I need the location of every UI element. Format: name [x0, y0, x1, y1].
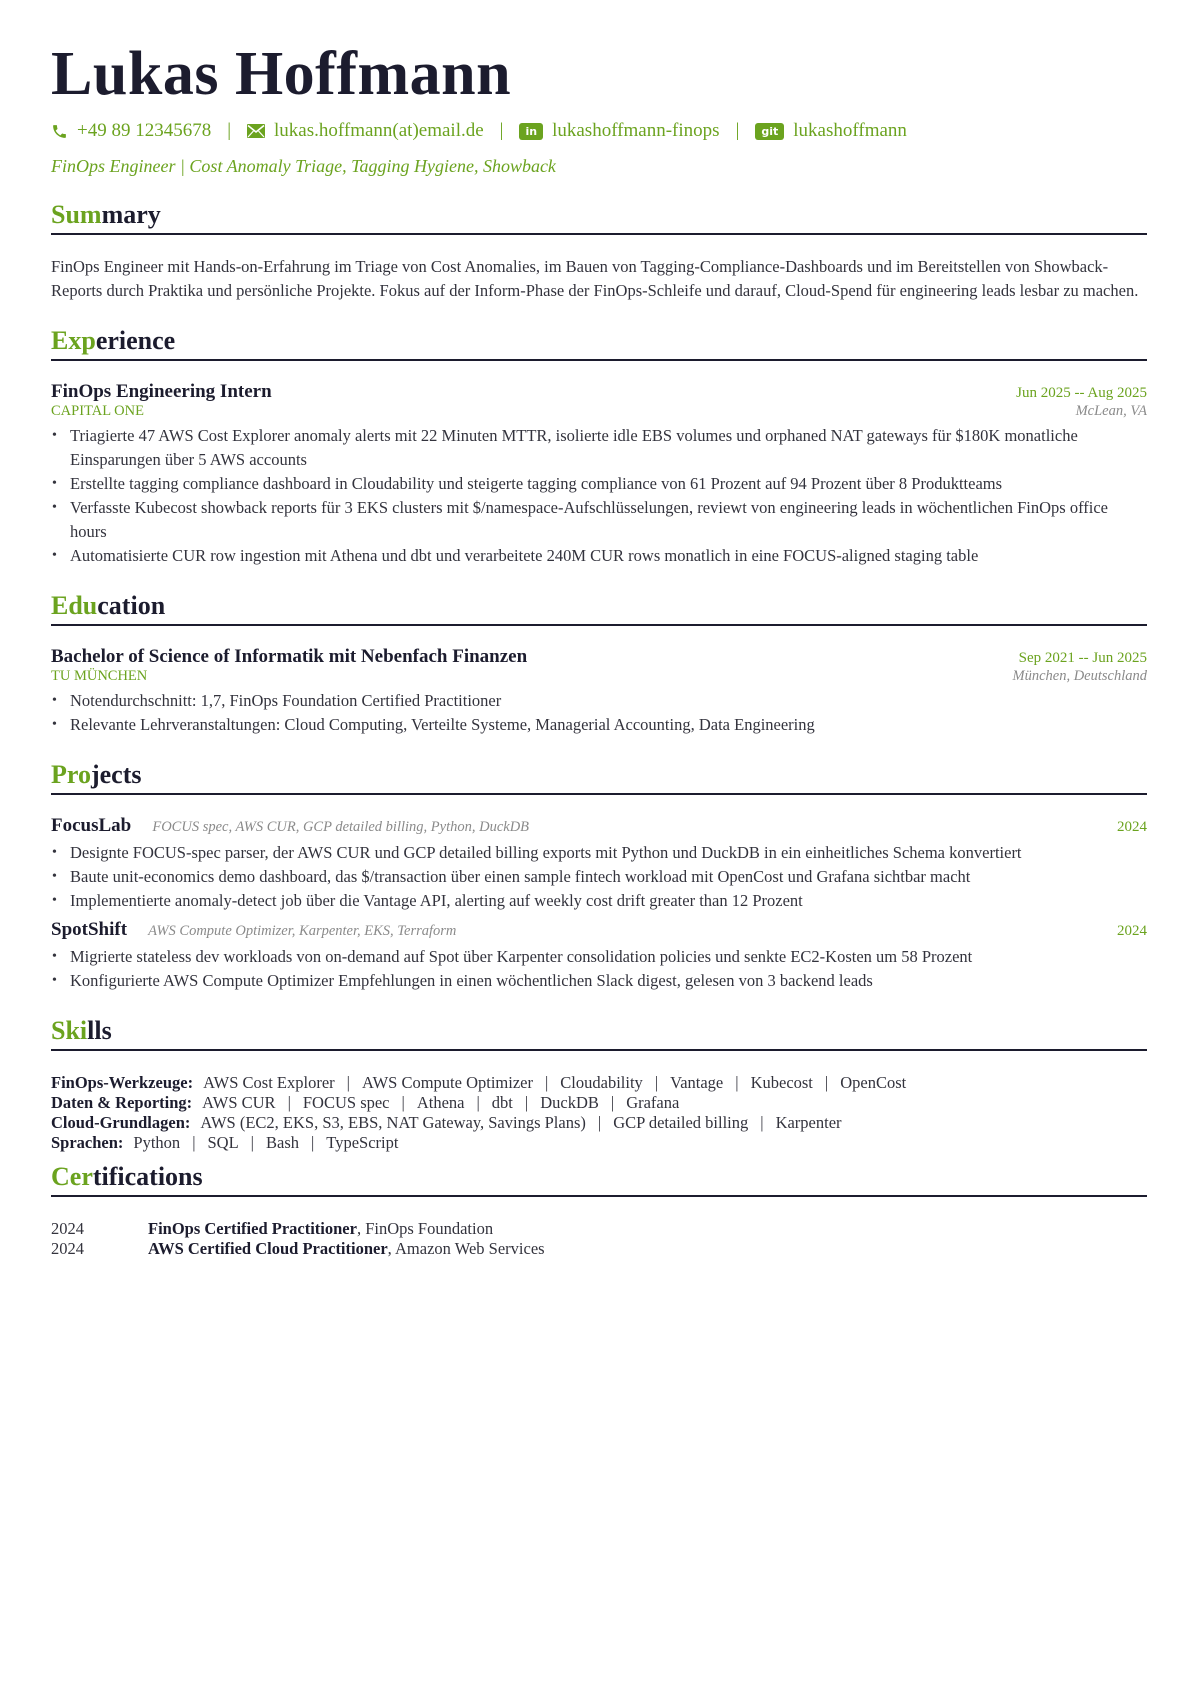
skill-separator: | — [524, 1093, 529, 1112]
list-item: • Verfasste Kubecost showback reports für 3 EKS clusters mit $/namespace-Aufschlüsselungen, reviewt von engineering leads in wöchentlichen FinOps office hours — [51, 496, 1147, 544]
skill-separator: | — [544, 1073, 549, 1092]
certifications-list — [51, 1219, 1147, 1259]
job-location: McLean, VA — [1075, 403, 1147, 419]
github-icon: git — [755, 123, 784, 140]
skill-item: AWS (EC2, EKS, S3, EBS, NAT Gateway, Savings Plans) — [200, 1113, 586, 1132]
skill-separator: | — [287, 1093, 291, 1112]
skill-row — [51, 1133, 1147, 1153]
skill-category: Daten & Reporting: — [51, 1093, 193, 1112]
skill-separator: | — [250, 1133, 254, 1152]
section-title: Projects — [51, 759, 1147, 795]
list-item: • Notendurchschnitt: 1,7, FinOps Foundation Certified Practitioner — [51, 689, 1147, 713]
summary-text: FinOps Engineer mit Hands-on-Erfahrung im Triage von Cost Anomalies, im Bauen von Tagging-Compliance-Dashboards und im Bereitstellen von Showback-Reports durch Praktika und persönliche Projekte. Fokus auf der Inform-Phase der FinOps-Schleife und darauf, Cloud-Spend für engineering leads lesbar zu machen. — [51, 257, 1139, 300]
cert-name: FinOps Certified Practitioner — [148, 1219, 357, 1238]
education-section — [51, 590, 1147, 737]
project-bullets — [51, 841, 1147, 913]
skill-separator: | — [476, 1093, 480, 1112]
skill-separator: | — [401, 1093, 405, 1112]
phone-text: +49 89 12345678 — [77, 120, 212, 141]
school-location: München, Deutschland — [1012, 668, 1147, 684]
contact-bar — [51, 116, 1147, 146]
experience-section — [51, 325, 1147, 568]
list-item: • Triagierte 47 AWS Cost Explorer anomaly alerts mit 22 Minuten MTTR, isolierte idle EBS volumes und orphaned NAT gateways für $180K monatliche Einsparungen über 5 AWS accounts — [51, 424, 1147, 472]
skill-separator: | — [824, 1073, 829, 1092]
certifications-section — [51, 1161, 1147, 1259]
list-item: • Automatisierte CUR row ingestion mit Athena und dbt und verarbeitete 240M CUR rows monatlich in eine FOCUS-aligned staging table — [51, 544, 1147, 568]
skill-item: FOCUS spec — [302, 1093, 390, 1112]
envelope-icon — [247, 124, 265, 138]
email-text: lukas.hoffmann(at)email.de — [274, 120, 484, 141]
linkedin-text: lukashoffmann-finops — [552, 120, 720, 141]
section-title: Certifications — [51, 1161, 1147, 1197]
phone-icon — [51, 123, 68, 140]
contact-separator: | — [227, 120, 232, 141]
project-bullets — [51, 945, 1147, 993]
linkedin-icon: in — [519, 123, 543, 140]
contact-linkedin[interactable] — [519, 120, 719, 142]
section-title: Summary — [51, 199, 1147, 235]
contact-github[interactable] — [755, 120, 907, 142]
skill-category: Cloud-Grundlagen: — [51, 1113, 191, 1132]
project-year: 2024 — [1117, 819, 1147, 835]
list-item: • Konfigurierte AWS Compute Optimizer Empfehlungen in einen wöchentlichen Slack digest, gelesen von 3 backend leads — [51, 969, 1147, 993]
company-name: CAPITAL ONE — [51, 403, 144, 419]
contact-separator: | — [735, 120, 740, 141]
skill-item: SQL — [207, 1133, 239, 1152]
first-name: Lukas — [51, 40, 219, 108]
skill-item: OpenCost — [840, 1073, 907, 1092]
skill-item: AWS Cost Explorer — [203, 1073, 335, 1092]
list-item: • Implementierte anomaly-detect job über die Vantage API, alerting auf weekly cost drift greater than 12 Prozent — [51, 889, 1147, 913]
contact-phone[interactable] — [51, 120, 211, 142]
project-tech: AWS Compute Optimizer, Karpenter, EKS, Terraform — [148, 923, 457, 939]
skill-row — [51, 1113, 1147, 1133]
education-bullets — [51, 689, 1147, 737]
skill-separator: | — [597, 1113, 602, 1132]
list-item: • Migrierte stateless dev workloads von on-demand auf Spot über Karpenter consolidation policies und senkte EC2-Kosten um 58 Prozent — [51, 945, 1147, 969]
skill-item: TypeScript — [326, 1133, 399, 1152]
skill-item: Vantage — [670, 1073, 724, 1092]
skill-item: AWS CUR — [202, 1093, 276, 1112]
experience-entry — [51, 381, 1147, 568]
cert-year: 2024 — [51, 1239, 84, 1258]
project-entry — [51, 919, 1147, 993]
skill-item: DuckDB — [540, 1093, 599, 1112]
cert-row — [51, 1239, 1147, 1259]
cert-issuer: , FinOps Foundation — [356, 1219, 494, 1238]
cert-year: 2024 — [51, 1219, 84, 1238]
school-name: TU MÜNCHEN — [51, 668, 148, 684]
project-name: SpotShift — [51, 919, 128, 940]
contact-email[interactable] — [247, 120, 484, 142]
skill-category: FinOps-Werkzeuge: — [51, 1073, 194, 1092]
skill-item: Athena — [416, 1093, 465, 1112]
skill-separator: | — [192, 1133, 196, 1152]
project-name: FocusLab — [51, 815, 132, 836]
skill-item: Karpenter — [775, 1113, 842, 1132]
contact-separator: | — [499, 120, 504, 141]
projects-section — [51, 759, 1147, 993]
skill-separator: | — [610, 1093, 615, 1112]
skill-item: dbt — [491, 1093, 513, 1112]
section-title: Education — [51, 590, 1147, 626]
summary-section — [51, 199, 1147, 303]
list-item: • Relevante Lehrveranstaltungen: Cloud Computing, Verteilte Systeme, Managerial Accounting, Data Engineering — [51, 713, 1147, 737]
job-bullets — [51, 424, 1147, 568]
skill-separator: | — [654, 1073, 659, 1092]
skill-item: Python — [133, 1133, 181, 1152]
cert-issuer: , Amazon Web Services — [387, 1239, 545, 1258]
skill-separator: | — [760, 1113, 764, 1132]
project-entry — [51, 815, 1147, 913]
skills-list — [51, 1073, 1147, 1153]
skill-item: Kubecost — [750, 1073, 813, 1092]
skill-item: GCP detailed billing — [613, 1113, 749, 1132]
tagline: FinOps Engineer | Cost Anomaly Triage, Tagging Hygiene, Showback — [51, 156, 556, 176]
skill-item: AWS Compute Optimizer — [361, 1073, 533, 1092]
skill-separator: | — [735, 1073, 739, 1092]
cert-row — [51, 1219, 1147, 1239]
project-tech: FOCUS spec, AWS CUR, GCP detailed billing, Python, DuckDB — [152, 819, 530, 835]
list-item: • Erstellte tagging compliance dashboard in Cloudability und steigerte tagging compliance von 61 Prozent auf 94 Prozent über 8 Produktteams — [51, 472, 1147, 496]
skill-separator: | — [346, 1073, 350, 1092]
education-entry — [51, 646, 1147, 737]
list-item: • Designte FOCUS-spec parser, der AWS CUR und GCP detailed billing exports mit Python und DuckDB in ein einheitliches Schema konvertiert — [51, 841, 1147, 865]
last-name: Hoffmann — [234, 40, 512, 108]
github-text: lukashoffmann — [793, 120, 907, 141]
skill-row — [51, 1073, 1147, 1093]
section-title: Skills — [51, 1015, 1147, 1051]
skill-item: Cloudability — [560, 1073, 643, 1092]
skill-row — [51, 1093, 1147, 1113]
skills-section — [51, 1015, 1147, 1153]
candidate-name — [51, 38, 1147, 110]
skill-item: Grafana — [626, 1093, 680, 1112]
job-title: FinOps Engineering Intern — [51, 381, 272, 402]
cert-name: AWS Certified Cloud Practitioner — [148, 1239, 388, 1258]
project-year: 2024 — [1117, 923, 1147, 939]
education-date: Sep 2021 -- Jun 2025 — [1018, 650, 1147, 666]
skill-item: Bash — [265, 1133, 299, 1152]
list-item: • Baute unit-economics demo dashboard, das $/transaction über einen sample fintech workload mit OpenCost und Grafana sichtbar macht — [51, 865, 1147, 889]
resume-page — [51, 38, 1147, 1259]
section-title: Experience — [51, 325, 1147, 361]
degree-title: Bachelor of Science of Informatik mit Nebenfach Finanzen — [51, 646, 528, 667]
job-date: Jun 2025 -- Aug 2025 — [1016, 385, 1147, 401]
skill-separator: | — [310, 1133, 315, 1152]
skill-category: Sprachen: — [51, 1133, 124, 1152]
